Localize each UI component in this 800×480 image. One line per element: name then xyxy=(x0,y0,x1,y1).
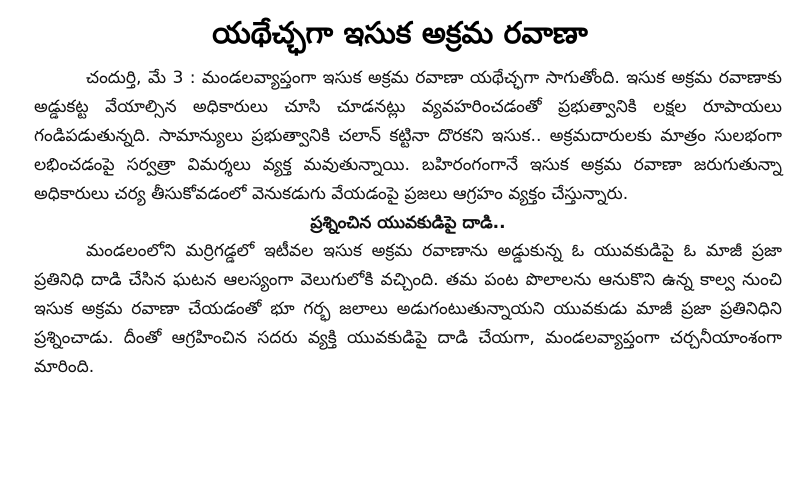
subheading: ప్రశ్నించిన యువకుడిపై దాడి.. xyxy=(310,213,506,233)
clipped-previous-line xyxy=(0,0,800,4)
article-body xyxy=(34,64,782,382)
paragraph-1 xyxy=(34,64,782,209)
paragraph-2: మండలంలోని మర్రిగడ్డలో ఇటీవల ఇసుక అక్రమ రవాణాను అడ్డుకున్న ఓ యువకుడిపై ఓ మాజీ ప్రజా ప్రతినిధి దాడి చేసిన ఘటన ఆలస్యంగా వెలుగులోకి వచ్చింది. తమ పంట పొలాలను ఆనుకొని ఉన్న కాల్వ నుంచి ఇసుక అక్రమ రవాణా చేయడంతో భూ గర్భ జలాలు అడుగంటుతున్నాయని యువకుడు మాజీ ప్రజా ప్రతినిధిని ప్రశ్నించాడు. దీంతో ఆగ్రహించిన సదరు వ్యక్తి యువకుడిపై దాడి చేయగా, మండలవ్యాప్తంగా చర్చనీయాంశంగా మారింది. xyxy=(34,241,782,377)
dateline: చందుర్తి, మే 3 : xyxy=(86,68,196,88)
article-headline: యథేచ్ఛగా ఇసుక అక్రమ రవాణా xyxy=(212,16,588,51)
paragraph-1-text: మండలవ్యాప్తంగా ఇసుక అక్రమ రవాణా యథేచ్ఛగా సాగుతోంది. ఇసుక అక్రమ రవాణాకు అడ్డుకట్ట వేయాల్సిన అధికారులు చూసి చూడనట్లు వ్యవహరించడంతో ప్రభుత్వానికి లక్షల రూపాయలు గండిపడుతున్నది. సామాన్యులు ప్రభుత్వానికి చలాన్ కట్టినా దొరకని ఇసుక.. అక్రమదారులకు మాత్రం సులభంగా లభించడంపై సర్వత్రా విమర్శలు వ్యక్త మవుతున్నాయి. బహిరంగంగానే ఇసుక అక్రమ రవాణా జరుగుతున్నా అధికారులు చర్య తీసుకోవడంలో వెనుకడుగు వేయడంపై ప్రజలు ఆగ్రహం వ్యక్తం చేస్తున్నారు. xyxy=(34,68,782,204)
